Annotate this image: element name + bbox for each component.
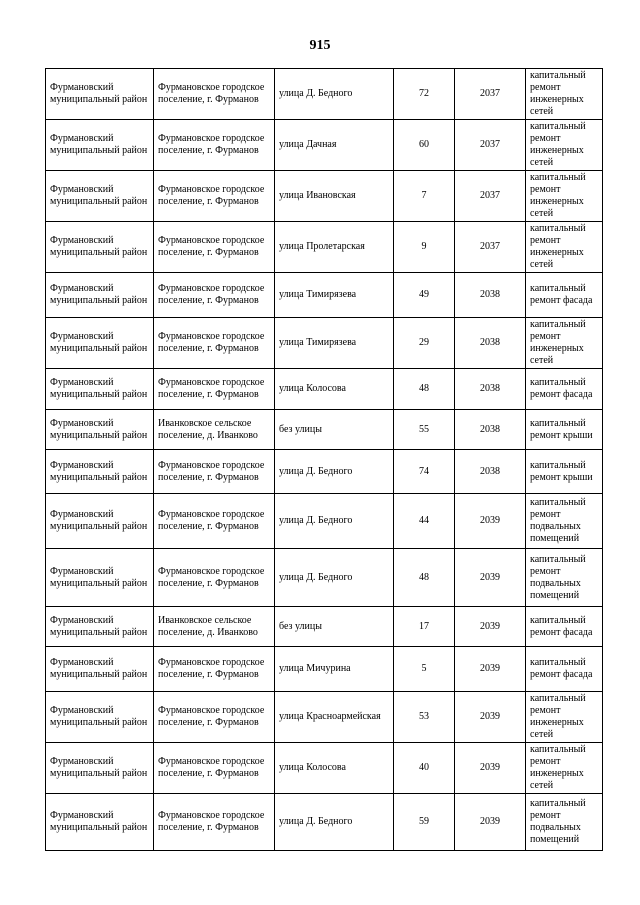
work-type-cell: капитальный ремонт инженерных сетей bbox=[526, 69, 603, 120]
table-row bbox=[46, 318, 603, 369]
house-number-cell: 74 bbox=[394, 450, 455, 494]
table-row bbox=[46, 794, 603, 851]
settlement-cell: Иванковское сельское поселение, д. Иванково bbox=[154, 410, 275, 450]
street-cell: без улицы bbox=[275, 410, 394, 450]
house-number-cell: 5 bbox=[394, 647, 455, 692]
work-type-cell: капитальный ремонт фасада bbox=[526, 647, 603, 692]
district-cell: Фурмановский муниципальный район bbox=[46, 171, 154, 222]
street-cell: без улицы bbox=[275, 607, 394, 647]
street-cell: улица Дачная bbox=[275, 120, 394, 171]
house-number-cell: 7 bbox=[394, 171, 455, 222]
table-row bbox=[46, 69, 603, 120]
table-row bbox=[46, 171, 603, 222]
district-cell: Фурмановский муниципальный район bbox=[46, 273, 154, 318]
table-row bbox=[46, 222, 603, 273]
work-type-cell: капитальный ремонт подвальных помещений bbox=[526, 494, 603, 549]
district-cell: Фурмановский муниципальный район bbox=[46, 743, 154, 794]
district-cell: Фурмановский муниципальный район bbox=[46, 647, 154, 692]
table-row bbox=[46, 743, 603, 794]
settlement-cell: Фурмановское городское поселение, г. Фурманов bbox=[154, 222, 275, 273]
district-cell: Фурмановский муниципальный район bbox=[46, 222, 154, 273]
work-type-cell: капитальный ремонт инженерных сетей bbox=[526, 222, 603, 273]
year-cell: 2038 bbox=[455, 273, 526, 318]
house-number-cell: 55 bbox=[394, 410, 455, 450]
house-number-cell: 44 bbox=[394, 494, 455, 549]
settlement-cell: Фурмановское городское поселение, г. Фурманов bbox=[154, 318, 275, 369]
district-cell: Фурмановский муниципальный район bbox=[46, 369, 154, 410]
house-number-cell: 48 bbox=[394, 549, 455, 607]
house-number-cell: 17 bbox=[394, 607, 455, 647]
settlement-cell: Фурмановское городское поселение, г. Фурманов bbox=[154, 794, 275, 851]
year-cell: 2037 bbox=[455, 120, 526, 171]
settlement-cell: Фурмановское городское поселение, г. Фурманов bbox=[154, 273, 275, 318]
street-cell: улица Тимирязева bbox=[275, 273, 394, 318]
district-cell: Фурмановский муниципальный район bbox=[46, 794, 154, 851]
work-type-cell: капитальный ремонт инженерных сетей bbox=[526, 171, 603, 222]
table-row bbox=[46, 607, 603, 647]
district-cell: Фурмановский муниципальный район bbox=[46, 607, 154, 647]
year-cell: 2039 bbox=[455, 743, 526, 794]
year-cell: 2039 bbox=[455, 549, 526, 607]
year-cell: 2039 bbox=[455, 647, 526, 692]
district-cell: Фурмановский муниципальный район bbox=[46, 549, 154, 607]
street-cell: улица Колосова bbox=[275, 743, 394, 794]
year-cell: 2038 bbox=[455, 369, 526, 410]
year-cell: 2038 bbox=[455, 450, 526, 494]
house-number-cell: 59 bbox=[394, 794, 455, 851]
house-number-cell: 49 bbox=[394, 273, 455, 318]
year-cell: 2038 bbox=[455, 410, 526, 450]
street-cell: улица Ивановская bbox=[275, 171, 394, 222]
work-type-cell: капитальный ремонт инженерных сетей bbox=[526, 318, 603, 369]
district-cell: Фурмановский муниципальный район bbox=[46, 120, 154, 171]
work-type-cell: капитальный ремонт инженерных сетей bbox=[526, 692, 603, 743]
work-type-cell: капитальный ремонт подвальных помещений bbox=[526, 549, 603, 607]
table-row bbox=[46, 494, 603, 549]
year-cell: 2037 bbox=[455, 222, 526, 273]
year-cell: 2039 bbox=[455, 692, 526, 743]
year-cell: 2038 bbox=[455, 318, 526, 369]
settlement-cell: Фурмановское городское поселение, г. Фурманов bbox=[154, 549, 275, 607]
settlement-cell: Фурмановское городское поселение, г. Фурманов bbox=[154, 171, 275, 222]
work-type-cell: капитальный ремонт подвальных помещений bbox=[526, 794, 603, 851]
table-row bbox=[46, 549, 603, 607]
house-number-cell: 29 bbox=[394, 318, 455, 369]
settlement-cell: Фурмановское городское поселение, г. Фурманов bbox=[154, 120, 275, 171]
page-number: 915 bbox=[309, 38, 331, 53]
settlement-cell: Иванковское сельское поселение, д. Иванково bbox=[154, 607, 275, 647]
table-row bbox=[46, 273, 603, 318]
table-row bbox=[46, 120, 603, 171]
district-cell: Фурмановский муниципальный район bbox=[46, 410, 154, 450]
table-row bbox=[46, 410, 603, 450]
work-type-cell: капитальный ремонт крыши bbox=[526, 450, 603, 494]
house-number-cell: 72 bbox=[394, 69, 455, 120]
year-cell: 2037 bbox=[455, 69, 526, 120]
district-cell: Фурмановский муниципальный район bbox=[46, 494, 154, 549]
house-number-cell: 9 bbox=[394, 222, 455, 273]
street-cell: улица Пролетарская bbox=[275, 222, 394, 273]
settlement-cell: Фурмановское городское поселение, г. Фурманов bbox=[154, 647, 275, 692]
house-number-cell: 53 bbox=[394, 692, 455, 743]
house-number-cell: 60 bbox=[394, 120, 455, 171]
street-cell: улица Мичурина bbox=[275, 647, 394, 692]
work-type-cell: капитальный ремонт фасада bbox=[526, 369, 603, 410]
settlement-cell: Фурмановское городское поселение, г. Фурманов bbox=[154, 69, 275, 120]
settlement-cell: Фурмановское городское поселение, г. Фурманов bbox=[154, 494, 275, 549]
year-cell: 2039 bbox=[455, 494, 526, 549]
work-type-cell: капитальный ремонт фасада bbox=[526, 607, 603, 647]
street-cell: улица Д. Бедного bbox=[275, 69, 394, 120]
house-number-cell: 40 bbox=[394, 743, 455, 794]
settlement-cell: Фурмановское городское поселение, г. Фурманов bbox=[154, 450, 275, 494]
table-row bbox=[46, 692, 603, 743]
district-cell: Фурмановский муниципальный район bbox=[46, 450, 154, 494]
year-cell: 2037 bbox=[455, 171, 526, 222]
district-cell: Фурмановский муниципальный район bbox=[46, 318, 154, 369]
house-number-cell: 48 bbox=[394, 369, 455, 410]
work-type-cell: капитальный ремонт крыши bbox=[526, 410, 603, 450]
work-type-cell: капитальный ремонт инженерных сетей bbox=[526, 743, 603, 794]
table-row bbox=[46, 369, 603, 410]
street-cell: улица Д. Бедного bbox=[275, 494, 394, 549]
settlement-cell: Фурмановское городское поселение, г. Фурманов bbox=[154, 743, 275, 794]
street-cell: улица Д. Бедного bbox=[275, 450, 394, 494]
work-type-cell: капитальный ремонт инженерных сетей bbox=[526, 120, 603, 171]
year-cell: 2039 bbox=[455, 794, 526, 851]
capital-repair-table bbox=[45, 68, 603, 851]
street-cell: улица Д. Бедного bbox=[275, 549, 394, 607]
settlement-cell: Фурмановское городское поселение, г. Фурманов bbox=[154, 692, 275, 743]
table-row bbox=[46, 450, 603, 494]
settlement-cell: Фурмановское городское поселение, г. Фурманов bbox=[154, 369, 275, 410]
street-cell: улица Колосова bbox=[275, 369, 394, 410]
table-row bbox=[46, 647, 603, 692]
year-cell: 2039 bbox=[455, 607, 526, 647]
work-type-cell: капитальный ремонт фасада bbox=[526, 273, 603, 318]
street-cell: улица Красноармейская bbox=[275, 692, 394, 743]
district-cell: Фурмановский муниципальный район bbox=[46, 692, 154, 743]
district-cell: Фурмановский муниципальный район bbox=[46, 69, 154, 120]
street-cell: улица Д. Бедного bbox=[275, 794, 394, 851]
street-cell: улица Тимирязева bbox=[275, 318, 394, 369]
